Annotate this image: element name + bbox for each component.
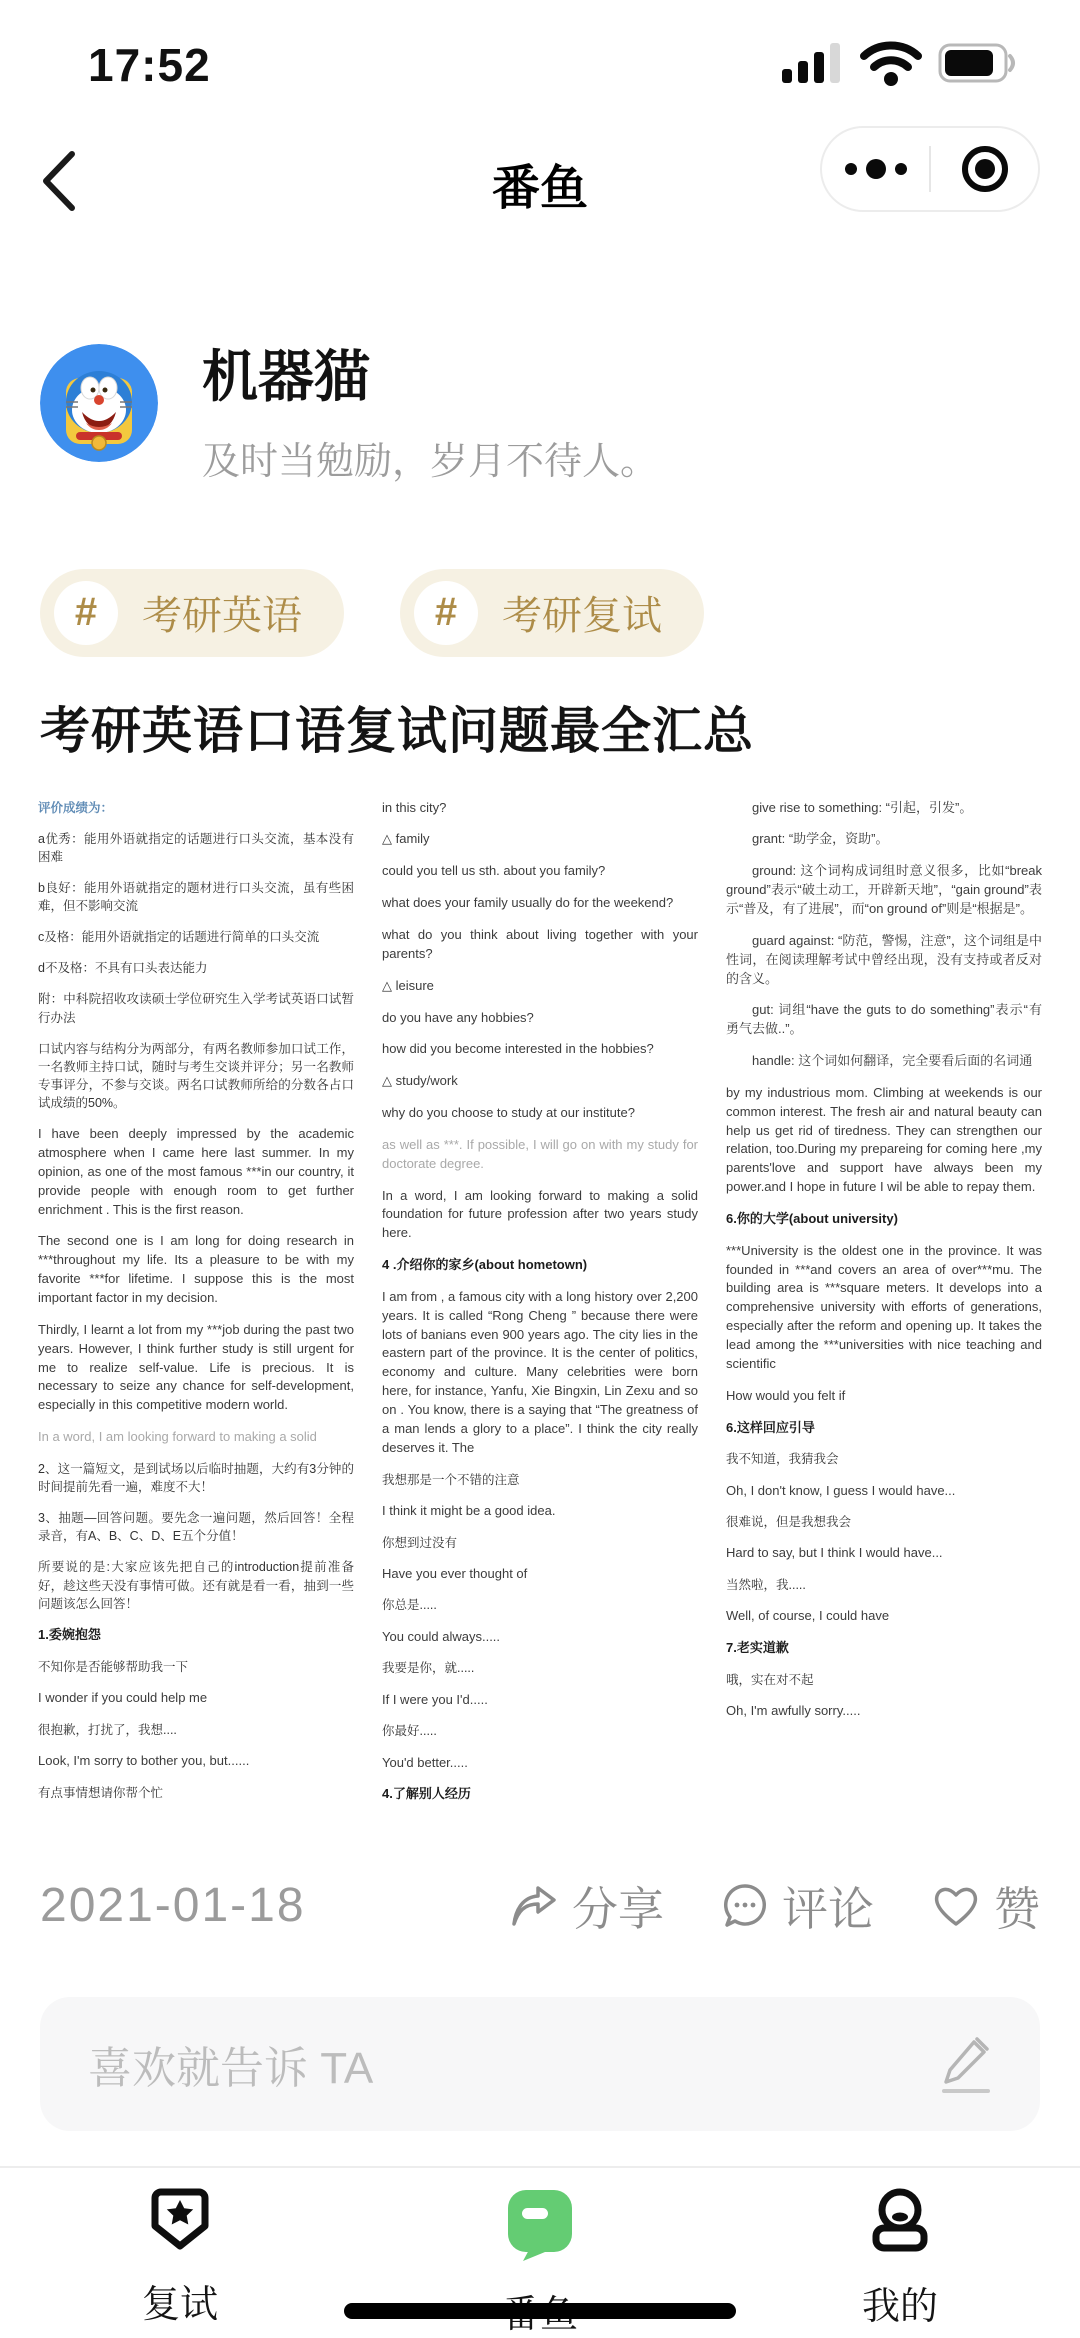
doc-paragraph: in this city?: [382, 799, 447, 815]
post-author-header: [40, 344, 1040, 485]
tab-wode[interactable]: [720, 2186, 1080, 2328]
author-name[interactable]: 机器猫: [202, 345, 370, 408]
doc-paragraph: Oh, I'm awfully sorry.....: [726, 1703, 861, 1719]
doc-paragraph: In a word, I am looking forward to making a solid: [38, 1429, 317, 1445]
doc-paragraph: c及格：能用外语就指定的话题进行简单的口头交流: [38, 930, 320, 945]
doc-paragraph: how did you become interested in the hobbies?: [382, 1041, 654, 1057]
doc-paragraph: 2、这一篇短文，是到试场以后临时抽题，大约有3分钟的时间提前先看一遍，难度不大！: [38, 1461, 354, 1494]
signal-icon: [780, 41, 844, 90]
comment-input[interactable]: [40, 1997, 1040, 2131]
tab-fushi[interactable]: [0, 2186, 360, 2326]
document-column-1: [38, 799, 354, 1857]
author-motto: 及时当勉励，岁月不待人。: [202, 440, 659, 483]
doc-paragraph: 所要说的是:大家应该先把自己的introduction提前准备好，趁这些天没有事情可做。还有就是看一看，抽到一些问题该怎么回答！: [38, 1560, 354, 1611]
tag-kaoyan-fushi[interactable]: [400, 569, 704, 657]
doc-paragraph: gut: 词组“have the guts to do something”表示“有勇气去做..”。: [726, 1002, 1042, 1037]
like-button[interactable]: [932, 1873, 1040, 1939]
doc-paragraph: 口试内容与结构分为两部分，有两名教师参加口试工作，一名教师主持口试，随时与考生交谈并评分；另一名教师专事评分，不参与交谈。两名口试教师所给的分数各占口试成绩的50%。: [38, 1041, 354, 1111]
back-button[interactable]: [42, 138, 112, 228]
status-bar: [0, 0, 1080, 120]
comment-button[interactable]: [722, 1873, 874, 1939]
doc-paragraph: d不及格：不具有口头表达能力: [38, 961, 208, 976]
hash-icon: #: [414, 581, 478, 645]
doc-paragraph: why do you choose to study at our institute?: [382, 1105, 635, 1121]
tab-bar: [0, 2166, 1080, 2337]
doc-paragraph: do you have any hobbies?: [382, 1009, 534, 1025]
doc-paragraph: Hard to say, but I think I would have...: [726, 1545, 943, 1561]
doc-paragraph: 1.委婉抱怨: [38, 1626, 101, 1642]
doc-paragraph: △ study/work: [382, 1073, 458, 1089]
battery-icon: [938, 43, 1018, 88]
doc-paragraph: 你想到过没有: [382, 1535, 458, 1550]
doc-paragraph: 6.这样回应引导: [726, 1419, 815, 1435]
document-column-2: [382, 799, 698, 1857]
doc-paragraph: 有点事情想请你帮个忙: [38, 1785, 164, 1800]
doc-paragraph: could you tell us sth. about you family?: [382, 863, 606, 879]
doc-paragraph: 你最好.....: [382, 1724, 437, 1739]
doc-paragraph: ***University is the oldest one in the province. It was founded in ***and covers an area of over***mu. The building area is ***square meters. It develops into a comprehensive university with efforts of generations, especially after the reform and opening up. It takes the lead among the ***universities with nice teaching and scientific: [726, 1242, 1042, 1371]
doc-paragraph: 评价成绩为：: [38, 800, 114, 815]
doc-paragraph: Well, of course, I could have: [726, 1608, 890, 1624]
doc-paragraph: I wonder if you could help me: [38, 1689, 208, 1705]
doc-paragraph: 不知你是否能够帮助我一下: [38, 1659, 189, 1674]
doc-paragraph: Oh, I don't know, I guess I would have...: [726, 1482, 956, 1498]
doc-paragraph: by my industrious mom. Climbing at weekends is our common interest. The fresh air and natural beauty can help us get rid of tiredness. They can strengthen our relation, too.During my prepareing for coming here ,my parents'love and support have always been my power.and I hope in future I wil be able to repay them.: [726, 1084, 1042, 1195]
doc-paragraph: handle: 这个词如何翻译，完全要看后面的名词通: [752, 1053, 1033, 1069]
comment-label: 评论: [782, 1882, 874, 1935]
post-actions: [510, 1873, 1040, 1939]
doc-paragraph: Look, I'm sorry to bother you, but......: [38, 1752, 250, 1768]
doc-paragraph: 附：中科院招收攻读硕士学位研究生入学考试英语口试暂行办法: [38, 992, 354, 1025]
close-miniprogram-button[interactable]: [931, 128, 1038, 210]
share-button[interactable]: [510, 1873, 664, 1939]
avatar[interactable]: [40, 344, 158, 462]
doc-paragraph: guard against: “防范，警惕，注意”，这个词组是中性词，在阅读理解考试中曾经出现，没有支持或者反对的含义。: [726, 932, 1042, 986]
doc-paragraph: 4 .介绍你的家乡(about hometown): [382, 1257, 588, 1273]
status-time: 17:52: [88, 39, 211, 91]
doc-paragraph: a优秀：能用外语就指定的话题进行口头交流，基本没有困难: [38, 831, 354, 864]
shield-star-icon: [147, 2186, 213, 2257]
share-label: 分享: [572, 1882, 664, 1935]
chevron-left-icon: [42, 150, 76, 217]
doc-paragraph: what does your family usually do for the weekend?: [382, 895, 674, 911]
home-indicator[interactable]: [344, 2303, 736, 2319]
doc-paragraph: 4.了解别人经历: [382, 1786, 471, 1802]
tab-label: 我的: [861, 2286, 938, 2328]
doc-paragraph: I have been deeply impressed by the academic atmosphere when I came here last summer. In my opinion, as one of the most famous ***in our country, it provide people with enough room to get further enrichment . This is the first reason.: [38, 1126, 354, 1217]
doc-paragraph: Have you ever thought of: [382, 1565, 528, 1581]
edit-pencil-icon: [940, 2034, 992, 2094]
document-column-3: [726, 799, 1042, 1857]
doc-paragraph: 很抱歉，打扰了，我想....: [38, 1722, 177, 1737]
page-title: 番鱼: [491, 161, 588, 215]
comment-bubble-icon: [722, 1883, 768, 1929]
doc-paragraph: You'd better.....: [382, 1754, 468, 1770]
doc-paragraph: 7.老实道歉: [726, 1640, 789, 1656]
more-dots-icon: [845, 159, 907, 179]
doc-paragraph: grant: “助学金，资助”。: [752, 831, 889, 847]
tab-fanyu-active[interactable]: [360, 2186, 720, 2314]
post-date: 2021-01-18: [40, 1879, 306, 1933]
doc-paragraph: How would you felt if: [726, 1387, 846, 1403]
more-menu-button[interactable]: [822, 128, 929, 210]
tag-label: 考研复试: [502, 594, 662, 639]
doc-paragraph: 我要是你，就.....: [382, 1661, 475, 1676]
doc-paragraph: I think it might be a good idea.: [382, 1502, 556, 1518]
doc-paragraph: The second one is I am long for doing research in ***throughout my life. Its a pleasure to be with my favorite ***for lifetime. I suppose this is the most important factor in my decision.: [38, 1233, 354, 1305]
doc-paragraph: In a word, I am looking forward to making a solid foundation for future profession after two years study here.: [382, 1187, 698, 1241]
heart-icon: [932, 1884, 980, 1928]
doc-paragraph: 哦，实在对不起: [726, 1673, 814, 1688]
tab-label: 复试: [141, 2284, 218, 2326]
nav-bar: [0, 120, 1080, 246]
person-icon: [866, 2186, 934, 2259]
doc-paragraph: 当然啦，我.....: [726, 1578, 806, 1593]
miniprogram-capsule: [820, 126, 1040, 212]
target-circle-icon: [962, 146, 1008, 192]
document-image[interactable]: [38, 799, 1042, 1857]
tag-kaoyan-english[interactable]: [40, 569, 344, 657]
tag-list: [40, 569, 1040, 657]
status-icons: [780, 40, 1018, 91]
doc-paragraph: △ leisure: [382, 977, 434, 993]
chat-bubble-icon: [502, 2186, 578, 2267]
doc-paragraph: 很难说，但是我想我会: [726, 1515, 852, 1530]
doc-paragraph: as well as ***. If possible, I will go on with my study for doctorate degree.: [382, 1136, 698, 1171]
doc-paragraph: I am from , a famous city with a long history over 2,200 years. It is called “Rong Cheng ” because there were lots of banians even 900 years ago. The city lies in the eastern part of the province. It is the center of politics, economy and culture. Many celebrities were born here, for instance, Yanfu, Xie Bingxin, Lin Zexu and so on . You know, there is a saying that “The greatness of a man lends a glory to a place”. I think the city really deserves it. The: [382, 1288, 698, 1455]
hash-icon: #: [54, 581, 118, 645]
doc-paragraph: You could always.....: [382, 1628, 501, 1644]
post-title[interactable]: 考研英语口语复试问题最全汇总: [40, 702, 754, 759]
doc-paragraph: Thirdly, I learnt a lot from my ***job during the past two years. However, I think further study is still urgent for me to realize self-value. Life is precious. It is necessary to seize any chance for self-development, especially in this competitive modern world.: [38, 1321, 354, 1413]
doc-paragraph: what do you think about living together with your parents?: [382, 926, 698, 961]
doc-paragraph: 你总是.....: [382, 1598, 437, 1613]
tag-label: 考研英语: [142, 594, 302, 639]
share-arrow-icon: [510, 1884, 558, 1928]
doc-paragraph: ground: 这个词构成词组时意义很多，比如“break ground”表示“破土动工，开辟新天地”，“gain ground”表示“普及，有了进展”，而“on ground of”则是“根据是”。: [726, 863, 1042, 916]
doc-paragraph: △ family: [382, 831, 430, 847]
wifi-icon: [860, 40, 922, 91]
like-label: 赞: [994, 1882, 1040, 1935]
doc-paragraph: 我不知道，我猜我会: [726, 1452, 839, 1467]
doc-paragraph: 3、抽题—回答问题。要先念一遍问题，然后回答！全程录音，有A、B、C、D、E五个分值！: [38, 1511, 354, 1544]
author-text-block: [202, 344, 658, 485]
doc-paragraph: b良好：能用外语就指定的题材进行口头交流，虽有些困难，但不影响交流: [38, 880, 354, 914]
post-footer: [40, 1873, 1040, 1939]
doc-paragraph: 我想那是一个不错的注意: [382, 1472, 520, 1487]
doc-paragraph: If I were you I'd.....: [382, 1691, 488, 1707]
doc-paragraph: give rise to something: “引起，引发”。: [752, 799, 973, 815]
comment-placeholder: 喜欢就告诉 TA: [88, 2043, 374, 2093]
doc-paragraph: 6.你的大学(about university): [726, 1210, 898, 1226]
